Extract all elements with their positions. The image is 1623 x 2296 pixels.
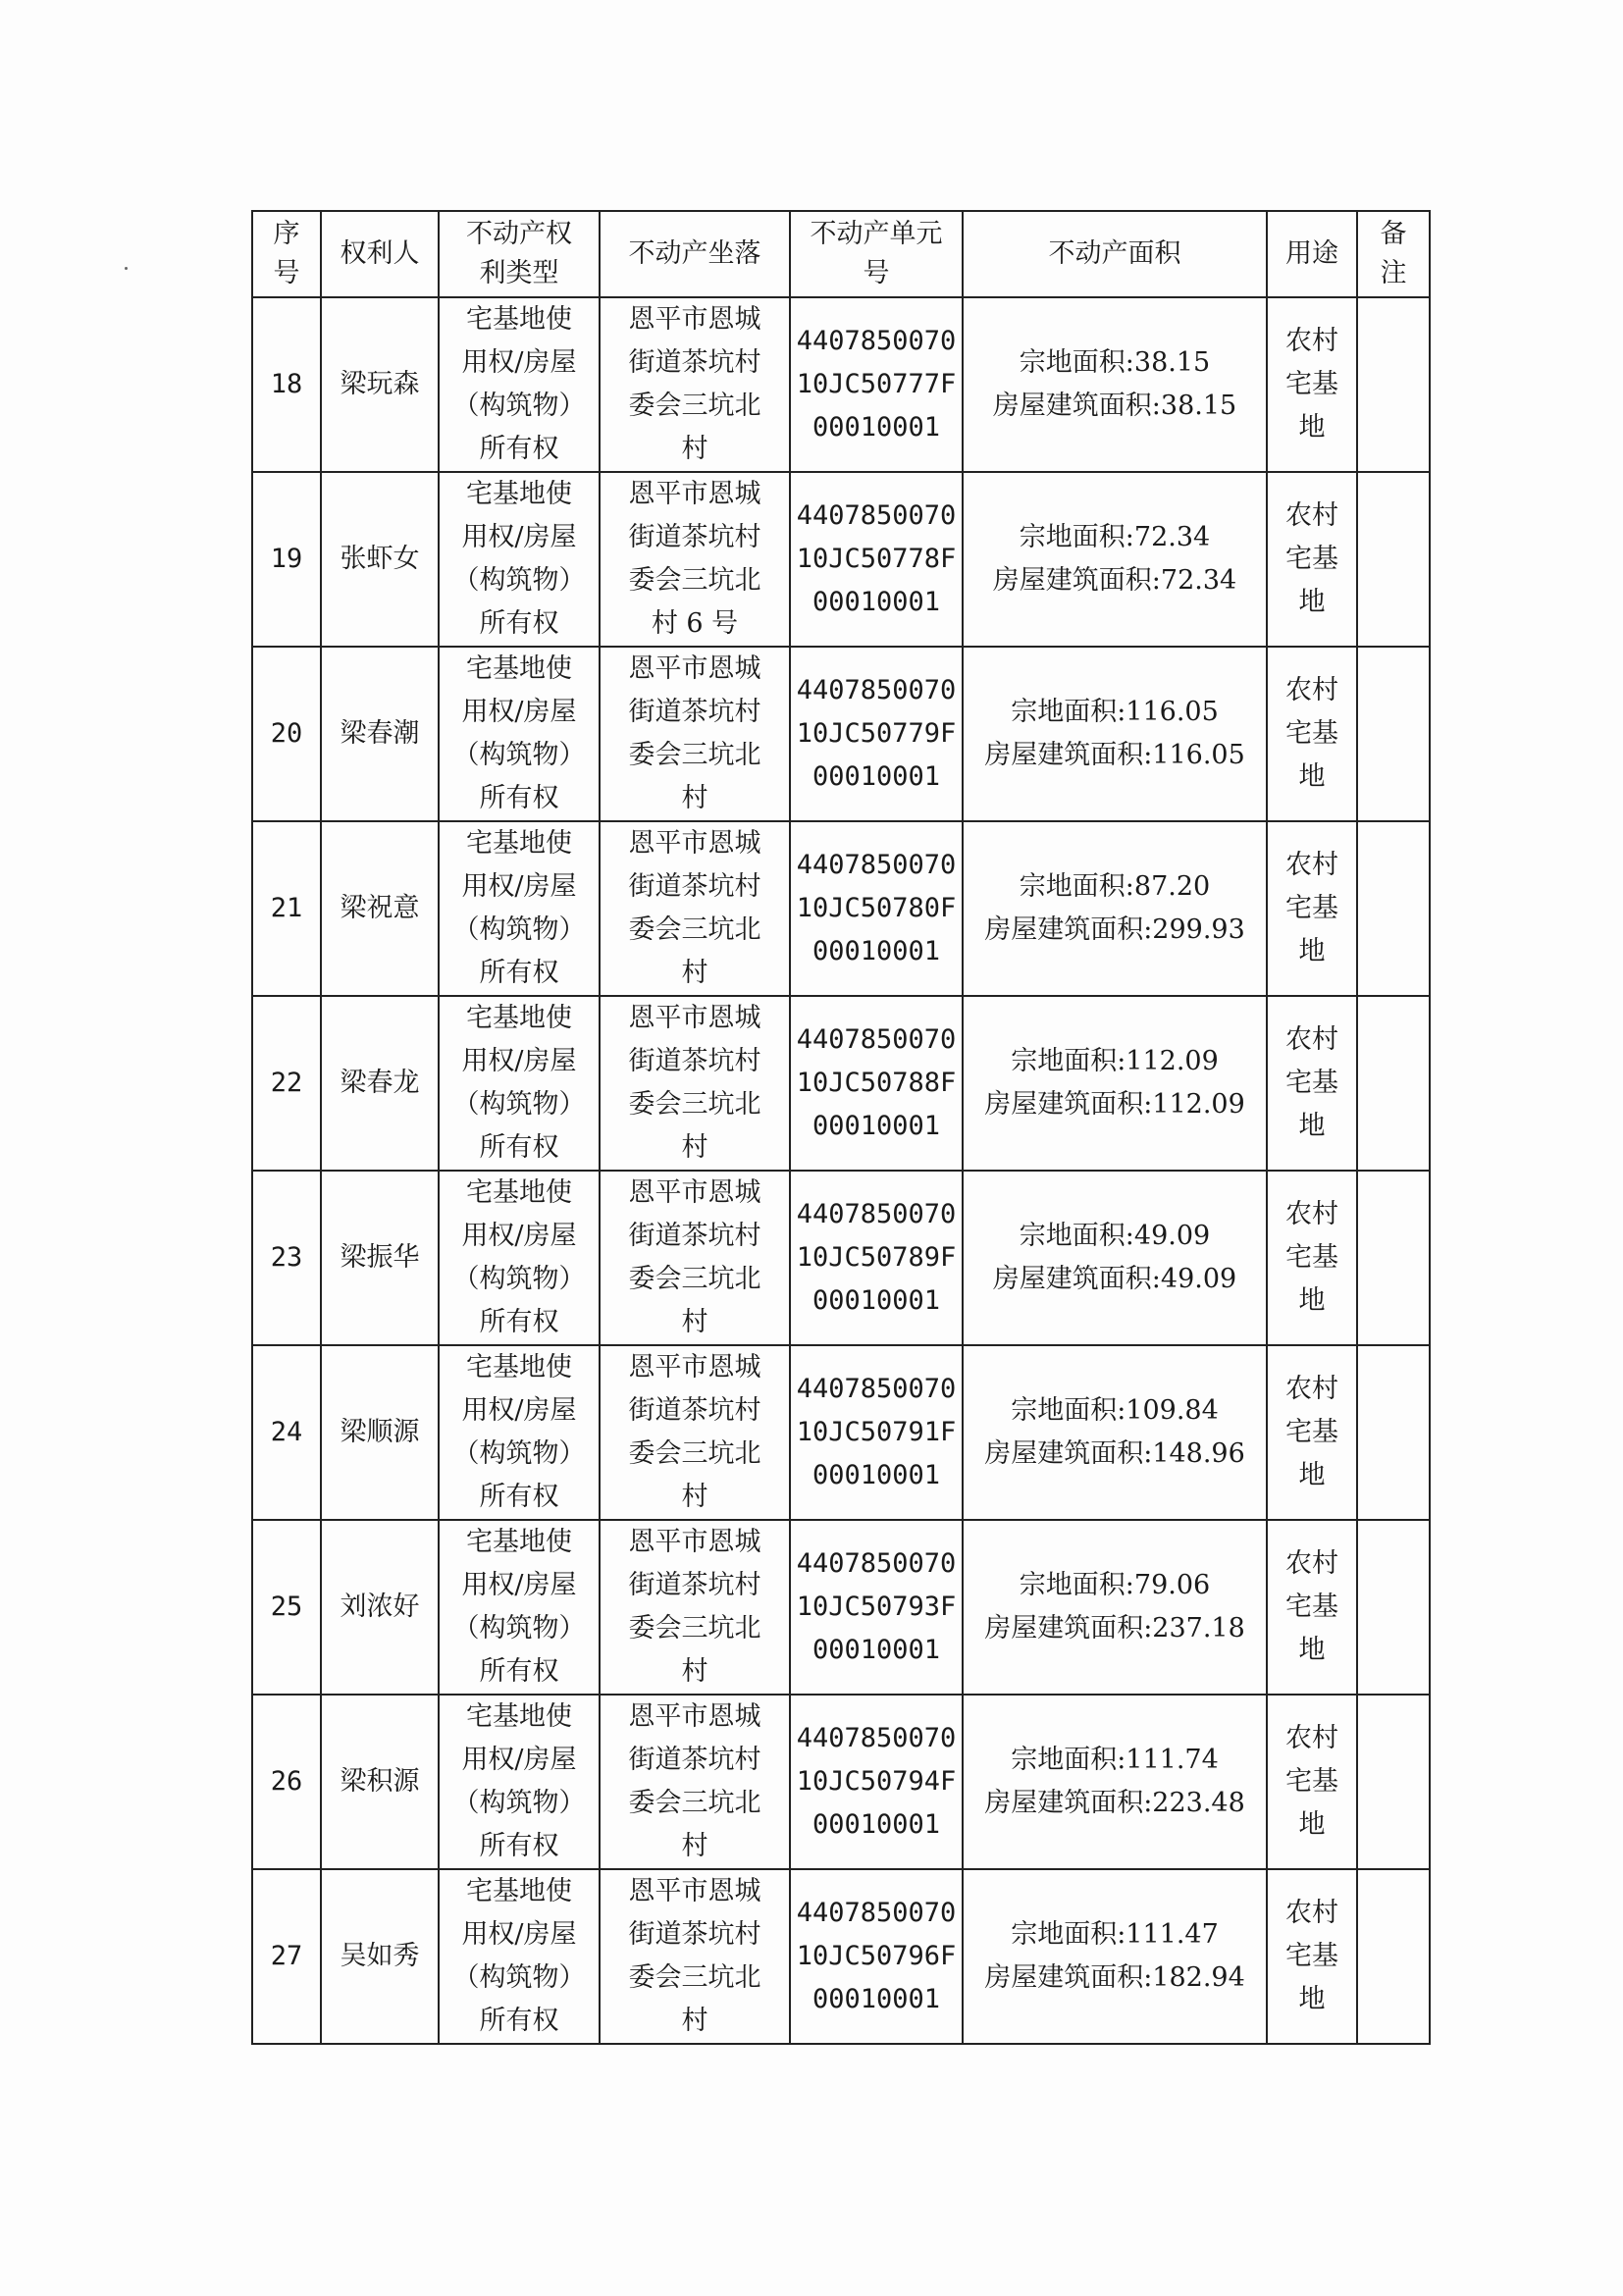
cell-unit-no: 4407850070 10JC50794F 00010001	[790, 1695, 963, 1869]
cell-area	[963, 297, 1267, 472]
cell-remark	[1357, 996, 1430, 1171]
table-row	[252, 1171, 1430, 1345]
cell-remark	[1357, 1171, 1430, 1345]
cell-area	[963, 996, 1267, 1171]
cell-location: 恩平市恩城 街道茶坑村 委会三坑北 村	[600, 1869, 790, 2044]
table-row	[252, 821, 1430, 996]
cell-right-type: 宅基地使 用权/房屋 （构筑物） 所有权	[439, 1869, 600, 2044]
building-area-text: 房屋建筑面积:148.96	[984, 1438, 1245, 1469]
cell-no: 25	[252, 1520, 321, 1695]
cell-area	[963, 821, 1267, 996]
cell-usage: 农村 宅基 地	[1267, 996, 1357, 1171]
land-area-text: 宗地面积:87.20	[1019, 871, 1211, 902]
cell-holder: 梁春潮	[321, 647, 439, 821]
cell-remark	[1357, 297, 1430, 472]
cell-no: 24	[252, 1345, 321, 1520]
building-area-text: 房屋建筑面积:237.18	[984, 1613, 1245, 1644]
cell-location: 恩平市恩城 街道茶坑村 委会三坑北 村	[600, 1520, 790, 1695]
cell-usage: 农村 宅基 地	[1267, 1869, 1357, 2044]
land-area-text: 宗地面积:109.84	[1011, 1395, 1219, 1426]
building-area-text: 房屋建筑面积:49.09	[992, 1264, 1237, 1294]
building-area-text: 房屋建筑面积:38.15	[992, 391, 1237, 421]
cell-remark	[1357, 472, 1430, 647]
cell-remark	[1357, 1695, 1430, 1869]
cell-area	[963, 1869, 1267, 2044]
cell-holder: 梁春龙	[321, 996, 439, 1171]
cell-remark	[1357, 647, 1430, 821]
table-header-row	[252, 211, 1430, 297]
cell-holder: 张虾女	[321, 472, 439, 647]
header-area: 不动产面积	[963, 211, 1267, 297]
land-area-text: 宗地面积:49.09	[1019, 1221, 1211, 1251]
cell-usage: 农村 宅基 地	[1267, 821, 1357, 996]
land-area-text: 宗地面积:111.47	[1011, 1919, 1219, 1950]
cell-usage: 农村 宅基 地	[1267, 1345, 1357, 1520]
land-area-text: 宗地面积:111.74	[1011, 1745, 1219, 1775]
cell-location: 恩平市恩城 街道茶坑村 委会三坑北 村	[600, 821, 790, 996]
cell-area	[963, 1520, 1267, 1695]
table-row	[252, 647, 1430, 821]
cell-right-type: 宅基地使 用权/房屋 （构筑物） 所有权	[439, 297, 600, 472]
header-right-type: 不动产权 利类型	[439, 211, 600, 297]
cell-usage: 农村 宅基 地	[1267, 1695, 1357, 1869]
header-location: 不动产坐落	[600, 211, 790, 297]
cell-right-type: 宅基地使 用权/房屋 （构筑物） 所有权	[439, 647, 600, 821]
cell-unit-no: 4407850070 10JC50793F 00010001	[790, 1520, 963, 1695]
building-area-text: 房屋建筑面积:299.93	[984, 914, 1245, 945]
cell-remark	[1357, 821, 1430, 996]
cell-right-type: 宅基地使 用权/房屋 （构筑物） 所有权	[439, 1695, 600, 1869]
registration-table	[251, 210, 1431, 2045]
cell-unit-no: 4407850070 10JC50780F 00010001	[790, 821, 963, 996]
table-row	[252, 1345, 1430, 1520]
building-area-text: 房屋建筑面积:223.48	[984, 1788, 1245, 1818]
cell-no: 18	[252, 297, 321, 472]
land-area-text: 宗地面积:116.05	[1011, 697, 1219, 727]
cell-no: 21	[252, 821, 321, 996]
cell-usage: 农村 宅基 地	[1267, 1520, 1357, 1695]
land-area-text: 宗地面积:79.06	[1019, 1570, 1211, 1600]
cell-no: 19	[252, 472, 321, 647]
cell-area	[963, 647, 1267, 821]
building-area-text: 房屋建筑面积:116.05	[984, 740, 1245, 770]
header-unit-no: 不动产单元 号	[790, 211, 963, 297]
cell-unit-no: 4407850070 10JC50796F 00010001	[790, 1869, 963, 2044]
cell-right-type: 宅基地使 用权/房屋 （构筑物） 所有权	[439, 1520, 600, 1695]
cell-remark	[1357, 1520, 1430, 1695]
header-no: 序 号	[252, 211, 321, 297]
cell-holder: 吴如秀	[321, 1869, 439, 2044]
cell-location: 恩平市恩城 街道茶坑村 委会三坑北 村	[600, 1171, 790, 1345]
cell-location: 恩平市恩城 街道茶坑村 委会三坑北 村	[600, 647, 790, 821]
cell-location: 恩平市恩城 街道茶坑村 委会三坑北 村	[600, 1695, 790, 1869]
cell-area	[963, 1171, 1267, 1345]
building-area-text: 房屋建筑面积:72.34	[992, 565, 1237, 596]
header-remark: 备 注	[1357, 211, 1430, 297]
table-row	[252, 472, 1430, 647]
table-row	[252, 996, 1430, 1171]
cell-no: 23	[252, 1171, 321, 1345]
cell-area	[963, 1695, 1267, 1869]
building-area-text: 房屋建筑面积:112.09	[984, 1089, 1245, 1120]
cell-location: 恩平市恩城 街道茶坑村 委会三坑北 村	[600, 996, 790, 1171]
land-area-text: 宗地面积:38.15	[1019, 347, 1211, 378]
cell-unit-no: 4407850070 10JC50779F 00010001	[790, 647, 963, 821]
land-area-text: 宗地面积:112.09	[1011, 1046, 1219, 1076]
cell-location: 恩平市恩城 街道茶坑村 委会三坑北 村 6 号	[600, 472, 790, 647]
cell-right-type: 宅基地使 用权/房屋 （构筑物） 所有权	[439, 472, 600, 647]
building-area-text: 房屋建筑面积:182.94	[984, 1962, 1245, 1993]
cell-usage: 农村 宅基 地	[1267, 297, 1357, 472]
cell-usage: 农村 宅基 地	[1267, 1171, 1357, 1345]
table-row	[252, 1695, 1430, 1869]
cell-holder: 梁玩森	[321, 297, 439, 472]
cell-holder: 梁祝意	[321, 821, 439, 996]
header-usage: 用途	[1267, 211, 1357, 297]
cell-usage: 农村 宅基 地	[1267, 647, 1357, 821]
table-row	[252, 1520, 1430, 1695]
cell-right-type: 宅基地使 用权/房屋 （构筑物） 所有权	[439, 1345, 600, 1520]
cell-usage: 农村 宅基 地	[1267, 472, 1357, 647]
cell-right-type: 宅基地使 用权/房屋 （构筑物） 所有权	[439, 821, 600, 996]
cell-no: 26	[252, 1695, 321, 1869]
cell-remark	[1357, 1869, 1430, 2044]
scan-speck	[125, 267, 128, 270]
cell-area	[963, 472, 1267, 647]
cell-area	[963, 1345, 1267, 1520]
cell-unit-no: 4407850070 10JC50777F 00010001	[790, 297, 963, 472]
header-holder: 权利人	[321, 211, 439, 297]
cell-unit-no: 4407850070 10JC50788F 00010001	[790, 996, 963, 1171]
cell-right-type: 宅基地使 用权/房屋 （构筑物） 所有权	[439, 996, 600, 1171]
table-row	[252, 1869, 1430, 2044]
cell-remark	[1357, 1345, 1430, 1520]
cell-no: 22	[252, 996, 321, 1171]
cell-unit-no: 4407850070 10JC50778F 00010001	[790, 472, 963, 647]
cell-unit-no: 4407850070 10JC50789F 00010001	[790, 1171, 963, 1345]
cell-unit-no: 4407850070 10JC50791F 00010001	[790, 1345, 963, 1520]
cell-location: 恩平市恩城 街道茶坑村 委会三坑北 村	[600, 297, 790, 472]
cell-no: 20	[252, 647, 321, 821]
cell-holder: 刘浓好	[321, 1520, 439, 1695]
cell-location: 恩平市恩城 街道茶坑村 委会三坑北 村	[600, 1345, 790, 1520]
cell-holder: 梁振华	[321, 1171, 439, 1345]
table-row	[252, 297, 1430, 472]
cell-holder: 梁顺源	[321, 1345, 439, 1520]
land-area-text: 宗地面积:72.34	[1019, 522, 1211, 552]
cell-right-type: 宅基地使 用权/房屋 （构筑物） 所有权	[439, 1171, 600, 1345]
cell-holder: 梁积源	[321, 1695, 439, 1869]
cell-no: 27	[252, 1869, 321, 2044]
